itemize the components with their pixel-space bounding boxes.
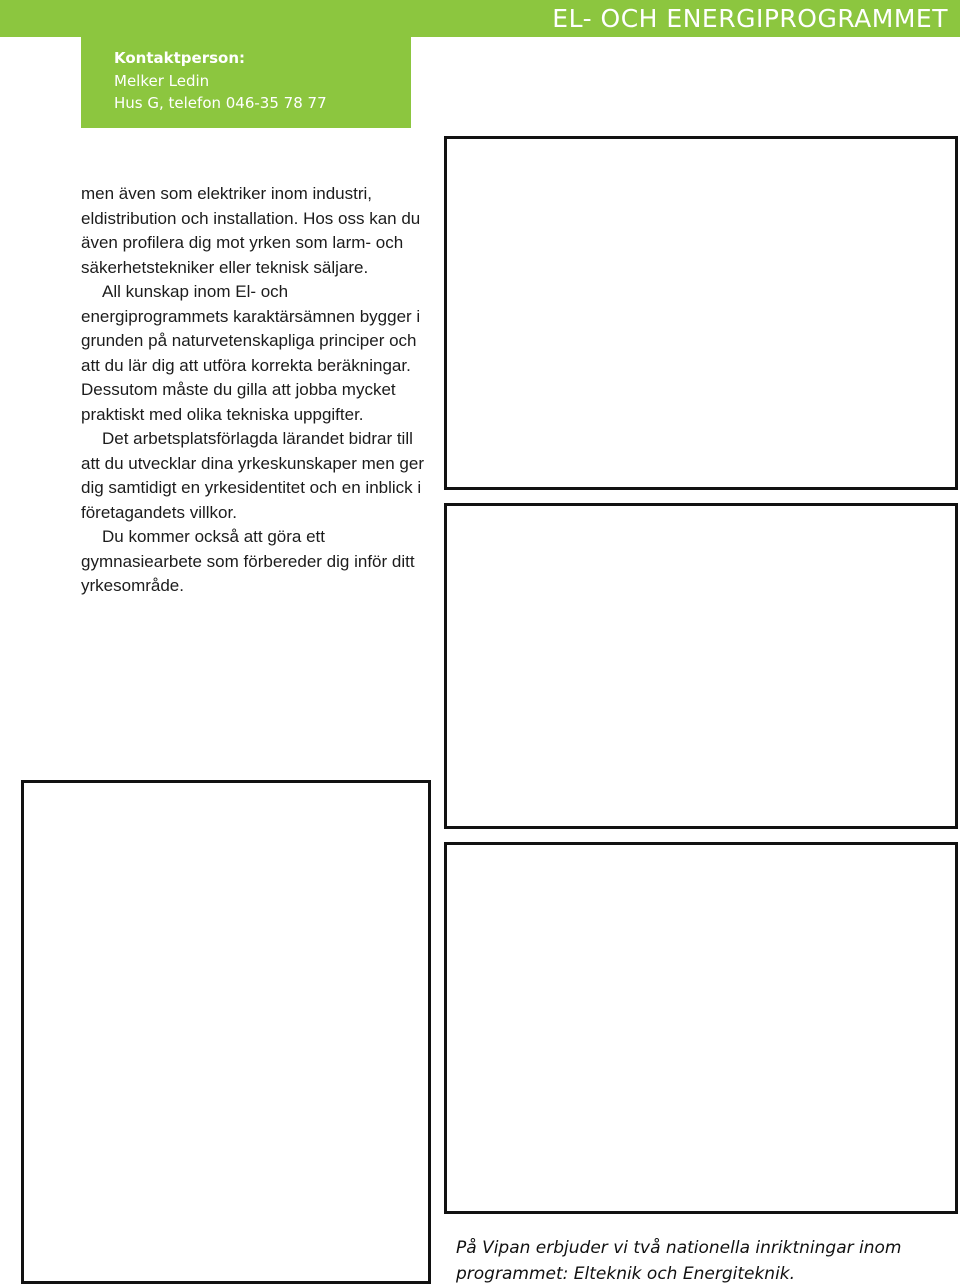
contact-label: Kontaktperson:: [114, 49, 246, 67]
photo-frame-bottom-left: [21, 780, 431, 1284]
body-paragraph: Det arbetsplatsförlagda lärandet bidrar till att du utvecklar dina yrkeskunskaper men ger dig samtidigt en yrkesidentitet och en inblick i företagandets villkor.: [81, 429, 425, 522]
body-paragraph: men även som elektriker inom industri, eldistribution och installation. Hos oss kan du även profilera dig mot yrken som larm- och säkerhetstekniker eller teknisk säljare.: [81, 184, 421, 277]
photo-frame-top-right: [444, 136, 958, 490]
contact-box: [81, 37, 411, 128]
body-paragraph: Du kommer också att göra ett gymnasiearbete som förbereder dig inför ditt yrkesområde.: [81, 527, 415, 595]
header-bar: [0, 0, 960, 37]
photo-frame-bottom-right: [444, 842, 958, 1214]
contact-name: Melker Ledin: [114, 71, 210, 90]
body-text: [81, 182, 426, 599]
footer-caption: På Vipan erbjuder vi två nationella inriktningar inom programmet: Elteknik och Energiteknik.: [456, 1238, 902, 1284]
contact-details: Hus G, telefon 046-35 78 77: [114, 94, 327, 112]
photo-frame-middle-right: [444, 503, 958, 829]
body-paragraph: All kunskap inom El- och energiprogrammets karaktärsämnen bygger i grunden på naturvetenskapliga principer och att du lär dig att utföra korrekta beräkningar. Dessutom måste du gilla att jobba mycket praktiskt med olika tekniska uppgifter.: [81, 282, 421, 424]
program-title: EL- OCH ENERGIPROGRAMMET: [552, 4, 948, 33]
